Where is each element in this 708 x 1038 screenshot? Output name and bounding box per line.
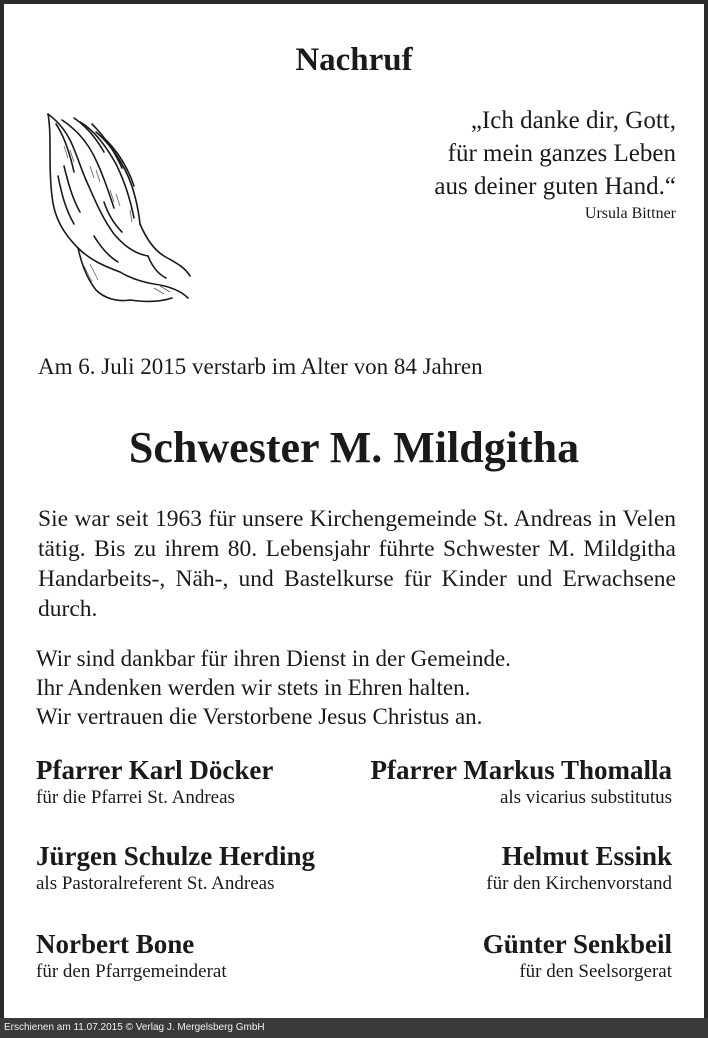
signatory-name: Norbert Bone	[36, 929, 195, 959]
deceased-name: Schwester M. Mildgitha	[128, 423, 580, 472]
signatory-6	[483, 928, 672, 984]
signatory-2	[371, 754, 672, 810]
signatory-name: Pfarrer Markus Thomalla	[370, 755, 672, 785]
signatory-name: Jürgen Schulze Herding	[36, 841, 316, 871]
death-notice-intro: Am 6. Juli 2015 verstarb im Alter von 84 Jahren	[38, 354, 483, 379]
signatory-5	[36, 928, 227, 984]
signatory-3	[36, 840, 315, 896]
quote-line: aus deiner guten Hand.“	[434, 173, 676, 200]
thanks-line: Wir vertrauen die Verstorbene Jesus Christus an.	[36, 704, 483, 729]
quote-line: „Ich danke dir, Gott,	[470, 107, 676, 134]
signatory-role: für den Seelsorgerat	[519, 961, 672, 982]
quote-author: Ursula Bittner	[584, 205, 676, 222]
signatory-4	[486, 840, 672, 896]
signatory-role: als vicarius substitutus	[499, 787, 672, 808]
signatory-role: für den Pfarrgemeinderat	[36, 961, 227, 982]
signatory-role: für den Kirchenvorstand	[486, 873, 672, 894]
thanks-line: Ihr Andenken werden wir stets in Ehren halten.	[36, 675, 471, 700]
biography-text: Sie war seit 1963 für unsere Kirchengemeinde St. Andreas in Velen tätig. Bis zu ihrem 80. Lebensjahr führte Schwester M. Mildgitha Handarbeits-, Näh-, und Bastelkurse für Kinder und Erwachsene durch.	[38, 506, 676, 622]
signatory-name: Helmut Essink	[501, 841, 672, 871]
praying-hands-icon	[34, 106, 194, 306]
publication-footer: Erschienen am 11.07.2015 © Verlag J. Mergelsberg GmbH	[0, 1018, 708, 1038]
signatory-role: als Pastoralreferent St. Andreas	[36, 873, 275, 894]
signatory-role: für die Pfarrei St. Andreas	[36, 787, 235, 808]
quote-block	[336, 104, 676, 225]
signatory-1	[36, 754, 273, 810]
page-title: Nachruf	[295, 42, 413, 78]
quote-line: für mein ganzes Leben	[447, 140, 676, 167]
thanks-block	[36, 644, 511, 731]
thanks-line: Wir sind dankbar für ihren Dienst in der Gemeinde.	[36, 646, 511, 671]
signatory-name: Günter Senkbeil	[482, 929, 672, 959]
signatory-name: Pfarrer Karl Döcker	[36, 755, 274, 785]
